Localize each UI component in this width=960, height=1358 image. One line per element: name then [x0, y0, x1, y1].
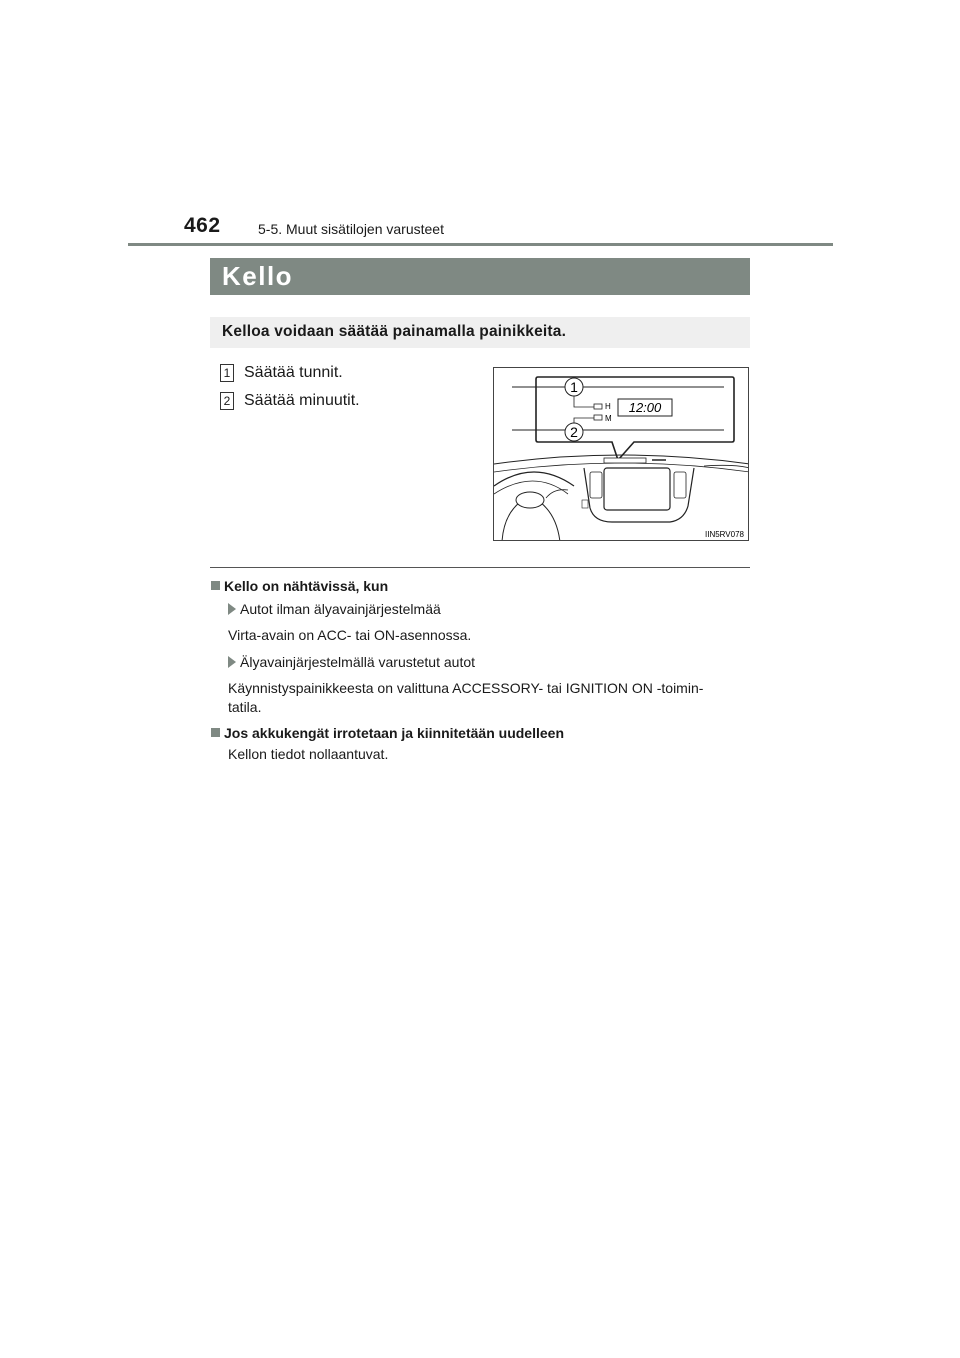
step-1-text: Säätää tunnit.	[244, 364, 343, 381]
note-heading-1: Kello on nähtävissä, kun	[211, 578, 388, 594]
triangle-bullet-icon	[228, 656, 236, 668]
note-body-1: Virta-avain on ACC- tai ON-asennossa.	[228, 627, 472, 643]
minute-label: M	[605, 414, 612, 423]
dashboard-illustration	[494, 368, 749, 541]
note-bullet-1: Autot ilman älyavainjärjestelmää	[228, 601, 441, 617]
callout-1: 1	[570, 379, 578, 395]
clock-display-value: 12:00	[628, 400, 662, 415]
figure-code: IIN5RV078	[705, 530, 744, 539]
header-rule	[128, 243, 833, 246]
minute-button	[594, 415, 602, 420]
note-body-3: Kellon tiedot nollaantuvat.	[228, 746, 389, 762]
clock-figure	[493, 367, 749, 541]
section-rule	[210, 567, 750, 568]
square-bullet-icon	[211, 581, 220, 590]
step-2-badge: 2	[220, 392, 234, 410]
note-heading-2: Jos akkukengät irrotetaan ja kiinnitetään uudelleen	[211, 725, 564, 741]
step-1-badge: 1	[220, 364, 234, 382]
note-body-2a: Käynnistyspainikkeesta on valittuna ACCESSORY- tai IGNITION ON -toimin-	[228, 680, 704, 696]
page-title: Kello	[222, 261, 294, 291]
step-1	[220, 364, 343, 382]
title-bar	[210, 258, 750, 295]
hour-label: H	[605, 402, 611, 411]
triangle-bullet-icon	[228, 603, 236, 615]
square-bullet-icon	[211, 728, 220, 737]
step-2	[220, 392, 360, 410]
note-bullet-2: Älyavainjärjestelmällä varustetut autot	[228, 654, 475, 670]
step-2-text: Säätää minuutit.	[244, 392, 360, 409]
running-head: 5-5. Muut sisätilojen varusteet	[258, 221, 444, 237]
lead-text: Kelloa voidaan säätää painamalla painikkeita.	[222, 323, 567, 340]
note-body-2b: tatila.	[228, 699, 262, 715]
page-number: 462	[184, 214, 221, 237]
callout-2: 2	[570, 424, 578, 440]
hour-button	[594, 404, 602, 409]
lead-box	[210, 317, 750, 348]
